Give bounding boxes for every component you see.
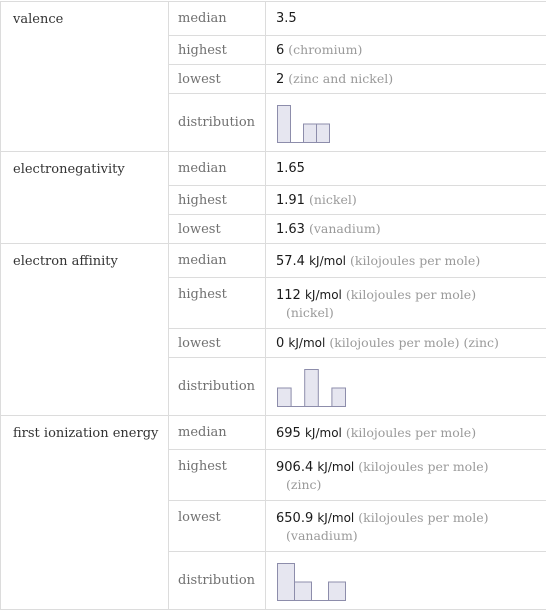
value-note: (zinc)	[464, 335, 499, 350]
property-name-electronegativity: electronegativity	[1, 152, 169, 244]
value-note: (chromium)	[288, 42, 362, 57]
histogram-bar	[329, 582, 346, 601]
histogram-bar	[278, 388, 292, 407]
row-key: highest	[169, 278, 266, 329]
row-value	[266, 65, 546, 94]
row-value	[266, 36, 546, 65]
value-note: (kilojoules per mole)	[358, 459, 488, 474]
value-unit: kJ/mol	[288, 336, 325, 350]
row-key: lowest	[169, 501, 266, 552]
histogram-bar	[332, 388, 346, 407]
value-note: (kilojoules per mole)	[358, 510, 488, 525]
property-name-valence: valence	[1, 2, 169, 152]
row-value	[266, 329, 546, 358]
histogram-bar	[304, 124, 317, 143]
properties-table	[0, 1, 546, 610]
value-note: (zinc)	[286, 476, 537, 493]
value-note: (kilojoules per mole)	[329, 335, 459, 350]
row-key: median	[169, 244, 266, 278]
row-value	[266, 278, 546, 329]
value-note: (nickel)	[286, 304, 537, 321]
row-key: distribution	[169, 94, 266, 152]
row-key: median	[169, 2, 266, 36]
row-value	[266, 552, 546, 610]
value-number: 695	[276, 426, 301, 441]
row-key: distribution	[169, 552, 266, 610]
value-note: (zinc and nickel)	[288, 71, 393, 86]
value-unit: kJ/mol	[305, 426, 342, 440]
value-note: (kilojoules per mole)	[346, 425, 476, 440]
row-value	[266, 186, 546, 215]
row-value	[266, 244, 546, 278]
row-key: median	[169, 416, 266, 450]
row-key: highest	[169, 36, 266, 65]
value-note: (kilojoules per mole)	[350, 253, 480, 268]
row-value	[266, 152, 546, 186]
value-number: 906.4	[276, 460, 313, 475]
row-key: lowest	[169, 215, 266, 244]
value-number: 57.4	[276, 254, 305, 269]
histogram-bar	[278, 105, 291, 142]
value-number: 2	[276, 72, 284, 87]
histogram-bar	[317, 124, 330, 143]
value-unit: kJ/mol	[317, 460, 354, 474]
value-number: 6	[276, 43, 284, 58]
value-unit: kJ/mol	[317, 511, 354, 525]
histogram-bar	[278, 563, 295, 600]
value-number: 112	[276, 288, 301, 303]
row-value	[266, 215, 546, 244]
property-name-first-ionization-energy: first ionization energy	[1, 416, 169, 610]
row-value	[266, 94, 546, 152]
histogram-bar	[295, 582, 312, 601]
first-ionization-energy-distribution-histogram	[276, 560, 347, 602]
value-number: 1.91	[276, 193, 305, 208]
property-name-electron-affinity: electron affinity	[1, 244, 169, 416]
row-key: distribution	[169, 358, 266, 416]
value-note: (nickel)	[309, 192, 357, 207]
row-value	[266, 450, 546, 501]
value-number: 0	[276, 336, 284, 351]
value-number: 3.5	[276, 11, 297, 26]
value-unit: kJ/mol	[309, 254, 346, 268]
row-key: lowest	[169, 329, 266, 358]
row-key: highest	[169, 450, 266, 501]
value-note: (vanadium)	[309, 221, 381, 236]
value-unit: kJ/mol	[305, 288, 342, 302]
value-note: (kilojoules per mole)	[346, 287, 476, 302]
row-value	[266, 416, 546, 450]
value-number: 650.9	[276, 511, 313, 526]
row-value	[266, 501, 546, 552]
row-value	[266, 358, 546, 416]
valence-distribution-histogram	[276, 102, 331, 144]
row-key: median	[169, 152, 266, 186]
electron-affinity-distribution-histogram	[276, 366, 347, 408]
value-note: (vanadium)	[286, 527, 537, 544]
value-number: 1.65	[276, 161, 305, 176]
row-value	[266, 2, 546, 36]
row-key: highest	[169, 186, 266, 215]
row-key: lowest	[169, 65, 266, 94]
value-number: 1.63	[276, 222, 305, 237]
histogram-bar	[305, 369, 319, 406]
